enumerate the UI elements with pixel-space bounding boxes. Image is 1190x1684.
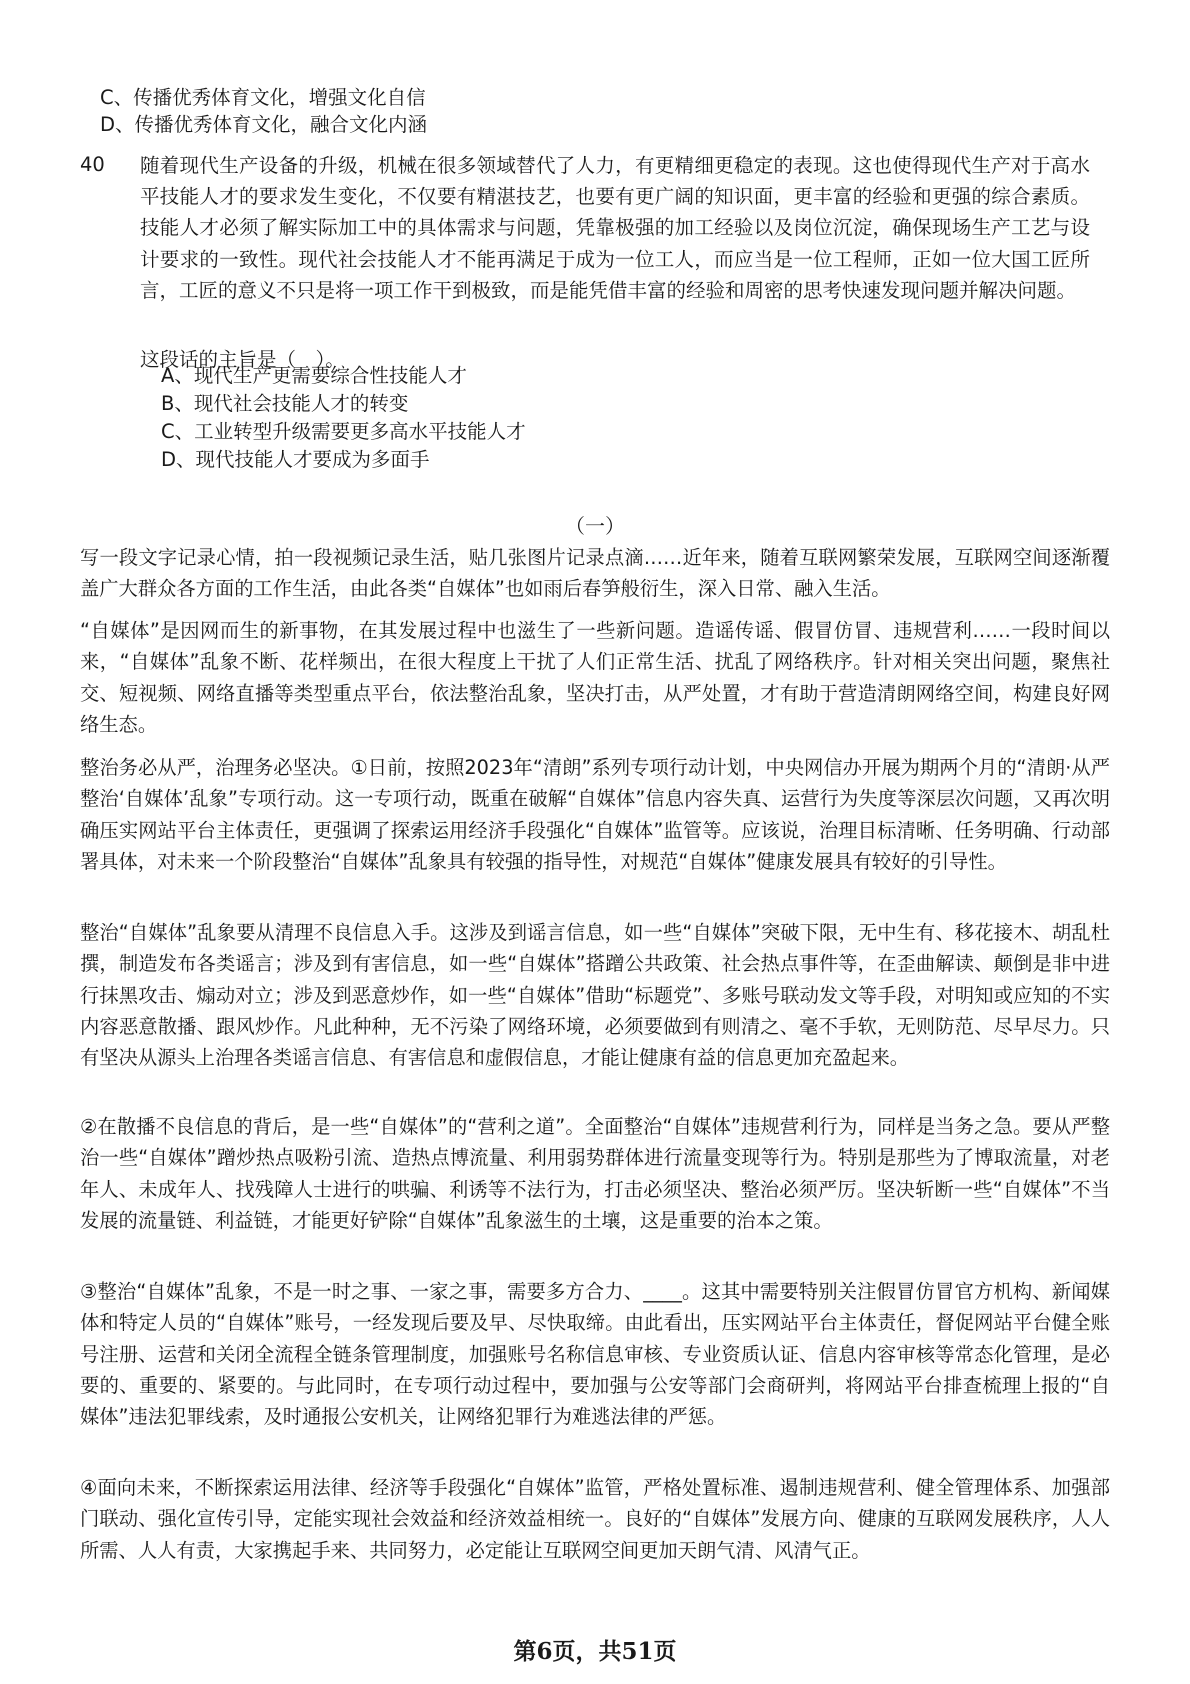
passage-paragraph-6: ③整治“自媒体”乱象，不是一时之事、一家之事，需要多方合力、____。这其中需要特别关注假冒仿冒官方机构、新闻媒体和特定人员的“自媒体”账号，一经发现后要及早、尽快取缔。由此看出，压实网站平台主体责任，督促网站平台健全账号注册、运营和关闭全流程全链条管理制度，加强账号名称信息审核、专业资质认证、信息内容审核等常态化管理，是必要的、重要的、紧要的。与此同时，在专项行动过程中，要加强与公安等部门会商研判，将网站平台排查梳理上报的“自媒体”违法犯罪线索，及时通报公安机关，让网络犯罪行为难逃法律的严惩。 bbox=[80, 1280, 1110, 1429]
option-b: B、现代社会技能人才的转变 bbox=[161, 392, 409, 415]
option-a: A、现代生产更需要综合性技能人才 bbox=[161, 364, 467, 387]
section-title: （一） bbox=[565, 514, 625, 538]
option-c: C、工业转型升级需要更多高水平技能人才 bbox=[161, 420, 526, 443]
option-d: D、现代技能人才要成为多面手 bbox=[161, 448, 430, 471]
passage-paragraph-1: 写一段文字记录心情，拍一段视频记录生活，贴几张图片记录点滴……近年来，随着互联网繁荣发展，互联网空间逐渐覆盖广大群众各方面的工作生活，由此各类“自媒体”也如雨后春笋般衍生，深入日常、融入生活。 bbox=[80, 546, 1110, 601]
passage-paragraph-2: “自媒体”是因网而生的新事物，在其发展过程中也滋生了一些新问题。造谣传谣、假冒仿冒、违规营利……一段时间以来，“自媒体”乱象不断、花样频出，在很大程度上干扰了人们正常生活、扰乱了网络秩序。针对相关突出问题，聚焦社交、短视频、网络直播等类型重点平台，依法整治乱象，坚决打击，从严处置，才有助于营造清朗网络空间，构建良好网络生态。 bbox=[80, 619, 1110, 736]
passage-paragraph-4: 整治“自媒体”乱象要从清理不良信息入手。这涉及到谣言信息，如一些“自媒体”突破下限，无中生有、移花接木、胡乱杜撰，制造发布各类谣言；涉及到有害信息，如一些“自媒体”搭蹭公共政策、社会热点事件等，在歪曲解读、颠倒是非中进行抹黑攻击、煽动对立；涉及到恶意炒作，如一些“自媒体”借助“标题党”、多账号联动发文等手段，对明知或应知的不实内容恶意散播、跟风炒作。凡此种种，无不污染了网络环境，必须要做到有则清之、毫不手软，无则防范、尽早尽力。只有坚决从源头上治理各类谣言信息、有害信息和虚假信息，才能让健康有益的信息更加充盈起来。 bbox=[80, 921, 1110, 1070]
page-number: 第6页，共51页 bbox=[513, 1638, 677, 1665]
prev-option-d: D、传播优秀体育文化，融合文化内涵 bbox=[100, 113, 428, 136]
question-prompt: 这段话的主旨是（ ）。 bbox=[140, 348, 345, 371]
question-stem: 随着现代生产设备的升级，机械在很多领域替代了人力，有更精细更稳定的表现。这也使得现代生产对于高水平技能人才的要求发生变化，不仅要有精湛技艺，也要有更广阔的知识面，更丰富的经验和更强的综合素质。技能人才必须了解实际加工中的具体需求与问题，凭靠极强的加工经验以及岗位沉淀，确保现场生产工艺与设计要求的一致性。现代社会技能人才不能再满足于成为一位工人，而应当是一位工程师，正如一位大国工匠所言，工匠的意义不只是将一项工作干到极致，而是能凭借丰富的经验和周密的思考快速发现问题并解决问题。 bbox=[140, 154, 1090, 302]
question-number: 40 bbox=[80, 153, 105, 176]
passage-paragraph-7: ④面向未来，不断探索运用法律、经济等手段强化“自媒体”监管，严格处置标准、遏制违规营利、健全管理体系、加强部门联动、强化宣传引导，定能实现社会效益和经济效益相统一。良好的“自媒体”发展方向、健康的互联网发展秩序，人人所需、人人有责，大家携起手来、共同努力，必定能让互联网空间更加天朗气清、风清气正。 bbox=[80, 1476, 1110, 1562]
passage-paragraph-5: ②在散播不良信息的背后，是一些“自媒体”的“营利之道”。全面整治“自媒体”违规营利行为，同样是当务之急。要从严整治一些“自媒体”蹭炒热点吸粉引流、造热点博流量、利用弱势群体进行流量变现等行为。特别是那些为了博取流量，对老年人、未成年人、找残障人士进行的哄骗、利诱等不法行为，打击必须坚决、整治必须严厉。坚决斩断一些“自媒体”不当发展的流量链、利益链，才能更好铲除“自媒体”乱象滋生的土壤，这是重要的治本之策。 bbox=[80, 1115, 1110, 1232]
prev-option-c: C、传播优秀体育文化，增强文化自信 bbox=[100, 86, 426, 109]
passage-paragraph-3: 整治务必从严，治理务必坚决。①日前，按照2023年“清朗”系列专项行动计划，中央网信办开展为期两个月的“清朗·从严整治‘自媒体’乱象”专项行动。这一专项行动，既重在破解“自媒体”信息内容失真、运营行为失度等深层次问题，又再次明确压实网站平台主体责任，更强调了探索运用经济手段强化“自媒体”监管等。应该说，治理目标清晰、任务明确、行动部署具体，对未来一个阶段整治“自媒体”乱象具有较强的指导性，对规范“自媒体”健康发展具有较好的引导性。 bbox=[80, 756, 1110, 873]
